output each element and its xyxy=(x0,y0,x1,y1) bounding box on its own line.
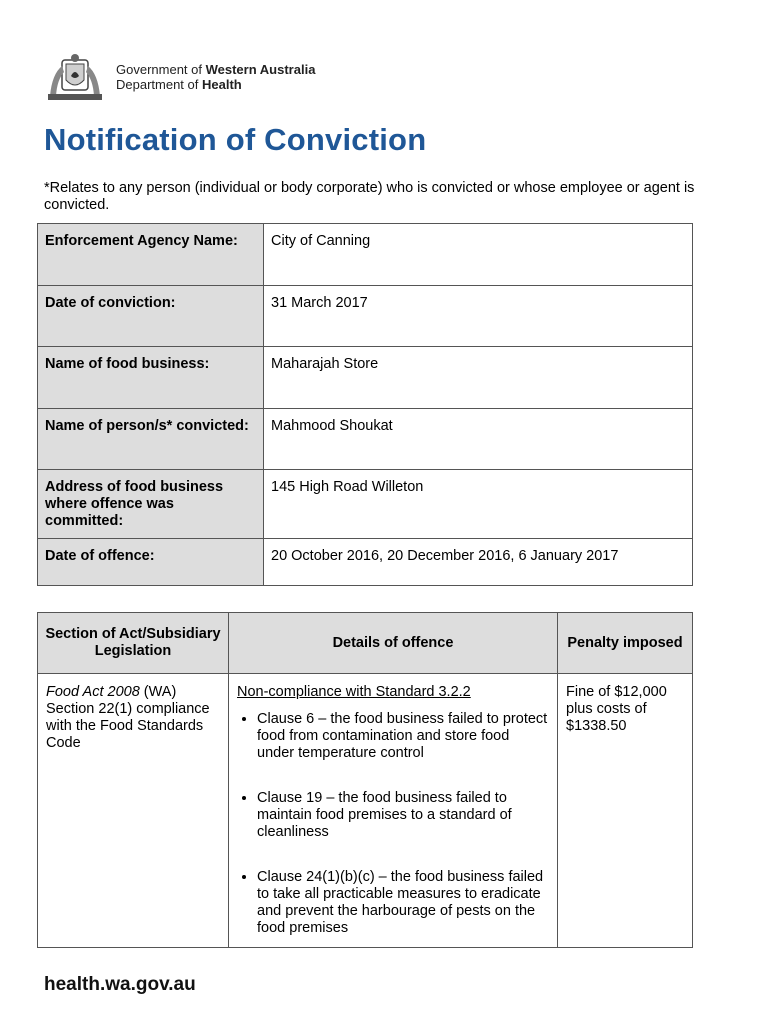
clause-list xyxy=(237,711,549,937)
business-address-value: 145 High Road Willeton xyxy=(264,470,693,539)
offence-date-value: 20 October 2016, 20 December 2016, 6 January 2017 xyxy=(264,539,693,586)
table-row xyxy=(38,539,693,586)
table-row xyxy=(38,674,693,948)
table-row xyxy=(38,470,693,539)
offence-date-label: Date of offence: xyxy=(38,539,264,586)
intro-text: *Relates to any person (individual or body corporate) who is convicted or whose employee or agent is convicted. xyxy=(44,180,695,213)
business-address-label: Address of food business where offence was committed: xyxy=(38,470,264,539)
conviction-date-value: 31 March 2017 xyxy=(264,286,693,347)
agency-value: City of Canning xyxy=(264,224,693,286)
table-row xyxy=(38,224,693,286)
list-item: • Clause 19 – the food business failed to maintain food premises to a standard of cleanliness xyxy=(257,790,549,841)
coat-of-arms-icon xyxy=(44,52,106,104)
agency-label: Enforcement Agency Name: xyxy=(38,224,264,286)
section-header: Section of Act/Subsidiary Legislation xyxy=(38,613,229,674)
act-name: Food Act 2008 xyxy=(46,684,140,700)
offence-table xyxy=(37,612,693,948)
section-text: (WA) Section 22(1) compliance with the Food Standards Code xyxy=(46,684,210,751)
person-convicted-label: Name of person/s* convicted: xyxy=(38,409,264,470)
details-table xyxy=(37,223,693,586)
penalty-header: Penalty imposed xyxy=(558,613,693,674)
page-title: Notification of Conviction xyxy=(44,122,427,157)
person-convicted-value: Mahmood Shoukat xyxy=(264,409,693,470)
penalty-cell: Fine of $12,000 plus costs of $1338.50 xyxy=(558,674,693,948)
details-cell xyxy=(229,674,558,948)
list-item: • Clause 6 – the food business failed to protect food from contamination and store food under temperature control xyxy=(257,711,549,762)
business-name-label: Name of food business: xyxy=(38,347,264,409)
table-row xyxy=(38,286,693,347)
footer-url: health.wa.gov.au xyxy=(44,974,196,995)
business-name-value: Maharajah Store xyxy=(264,347,693,409)
conviction-date-label: Date of conviction: xyxy=(38,286,264,347)
section-cell xyxy=(38,674,229,948)
details-header: Details of offence xyxy=(229,613,558,674)
table-header-row xyxy=(38,613,693,674)
government-logo xyxy=(44,52,334,104)
government-text: Government of Western Australia Department of Health xyxy=(116,62,316,92)
standard-heading: Non-compliance with Standard 3.2.2 xyxy=(237,684,471,700)
table-row xyxy=(38,409,693,470)
list-item: • Clause 24(1)(b)(c) – the food business failed to take all practicable measures to eradicate and prevent the harbourage of pests on the food premises xyxy=(257,869,549,937)
table-row xyxy=(38,347,693,409)
